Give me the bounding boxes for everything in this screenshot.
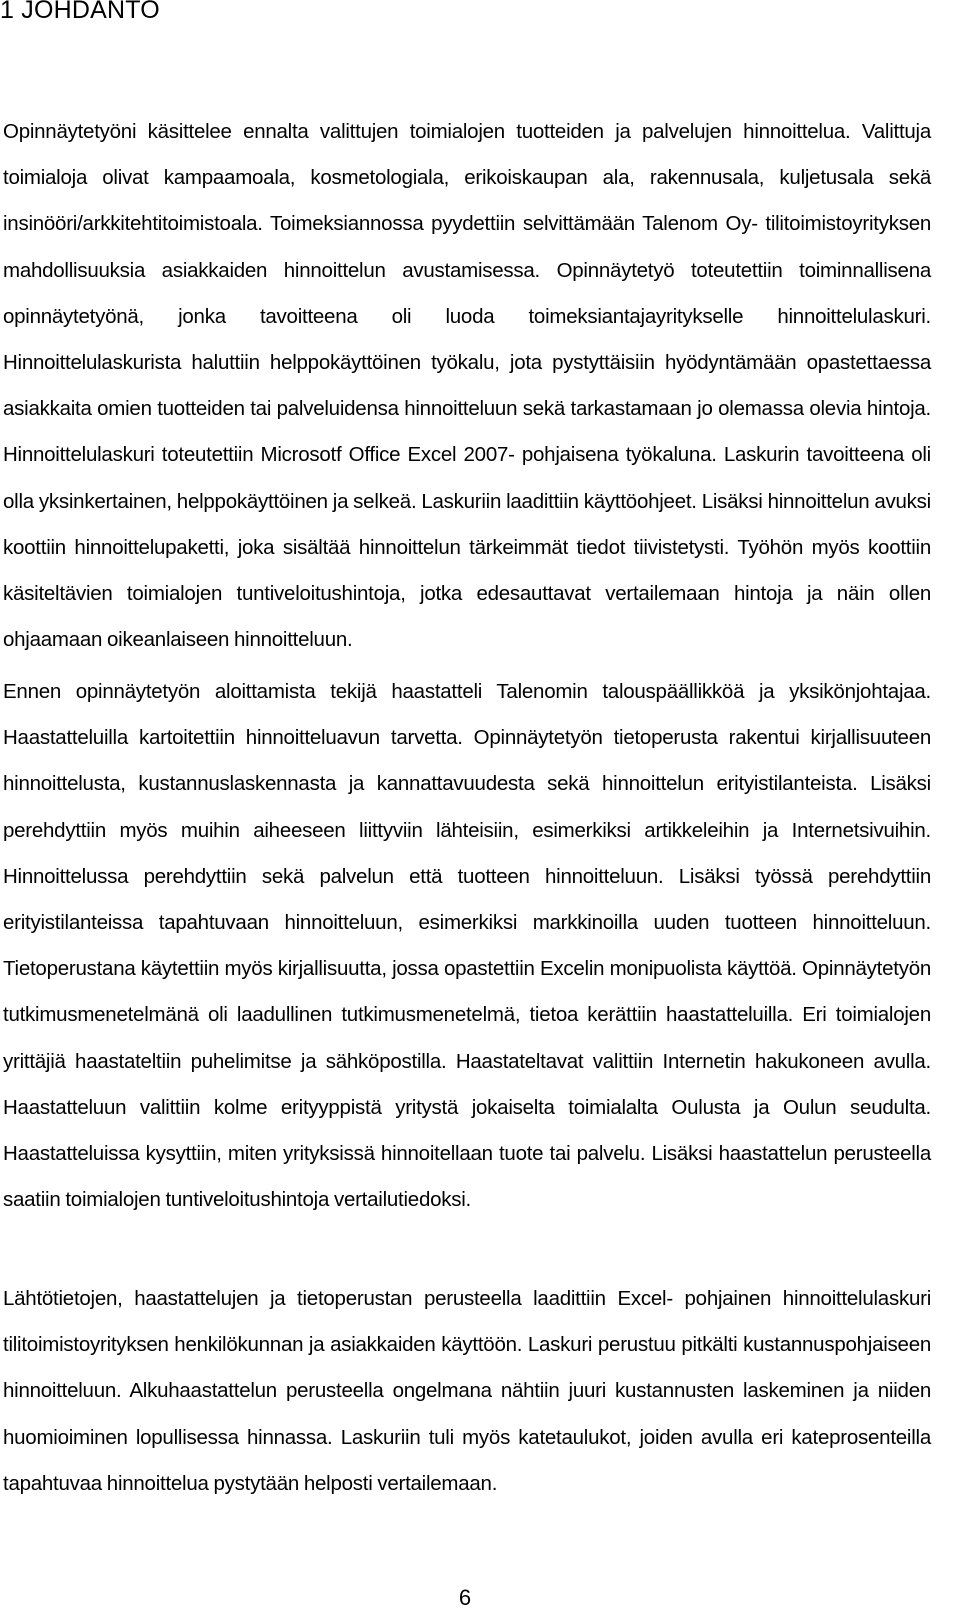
page-number: 6	[458, 1585, 472, 1610]
paragraph-methods: Ennen opinnäytetyön aloittamista tekijä haastatteli Talenomin talouspäällikköä ja yksikönjohtajaa. Haastatteluilla kartoitettiin hinnoitteluavun tarvetta. Opinnäytetyön tietoperusta rakentui kirjallisuuteen hinnoittelusta, kustannuslaskennasta ja kannattavuudesta sekä hinnoittelun erityistilanteista. Lisäksi perehdyttiin myös muihin aiheeseen liittyviin lähteisiin, esimerkiksi artikkeleihin ja Internetsivuihin. Hinnoittelussa perehdyttiin sekä palvelun että tuotteen hinnoitteluun. Lisäksi työssä perehdyttiin erityistilanteissa tapahtuvaan hinnoitteluun, esimerkiksi markkinoilla uuden tuotteen hinnoitteluun. Tietoperustana käytettiin myös kirjallisuutta, jossa opastettiin Excelin monipuolista käyttöä. Opinnäytetyön tutkimusmenetelmänä oli laadullinen tutkimusmenetelmä, tietoa kerättiin haastatteluilla. Eri toimialojen yrittäjiä haastateltiin puhelimitse ja sähköpostilla. Haastateltavat valittiin Internetin hakukoneen avulla. Haastatteluun valittiin kolme erityyppistä yritystä jokaiselta toimialalta Oulusta ja Oulun seudulta. Haastatteluissa kysyttiin, miten yrityksissä hinnoitellaan tuote tai palvelu. Lisäksi haastattelun perusteella saatiin toimialojen tuntiveloitushintoja vertailutiedoksi.	[3, 680, 931, 1212]
paragraph-introduction: Opinnäytetyöni käsittelee ennalta valittujen toimialojen tuotteiden ja palvelujen hinnoittelua. Valittuja toimialoja olivat kampaamoala, kosmetologiala, erikoiskaupan ala, rakennusala, kuljetusala sekä insinööri/arkkitehtitoimistoala. Toimeksiannossa pyydettiin selvittämään Talenom Oy- tilitoimistoyrityksen mahdollisuuksia asiakkaiden hinnoittelun avustamisessa. Opinnäytetyö toteutettiin toiminnallisena opinnäytetyönä, jonka tavoitteena oli luoda toimeksiantajayritykselle hinnoittelulaskuri. Hinnoittelulaskurista haluttiin helppokäyttöinen työkalu, jota pystyttäisiin hyödyntämään opastettaessa asiakkaita omien tuotteiden tai palveluidensa hinnoitteluun sekä tarkastamaan jo olemassa olevia hintoja. Hinnoittelulaskuri toteutettiin Microsotf Office Excel 2007- pohjaisena työkaluna. Laskurin tavoitteena oli olla yksinkertainen, helppokäyttöinen ja selkeä. Laskuriin laadittiin käyttöohjeet. Lisäksi hinnoittelun avuksi koottiin hinnoittelupaketti, joka sisältää hinnoittelun tärkeimmät tiedot tiivistetysti. Työhön myös koottiin käsiteltävien toimialojen tuntiveloitushintoja, jotka edesauttavat vertailemaan hintoja ja näin ollen ohjaamaan oikeanlaiseen hinnoitteluun.	[3, 120, 931, 652]
section-heading: 1 JOHDANTO	[0, 0, 160, 24]
paragraph-results: Lähtötietojen, haastattelujen ja tietoperustan perusteella laadittiin Excel- pohjainen hinnoittelulaskuri tilitoimistoyrityksen henkilökunnan ja asiakkaiden käyttöön. Laskuri perustuu pitkälti kustannuspohjaiseen hinnoitteluun. Alkuhaastattelun perusteella ongelmana nähtiin juuri kustannusten laskeminen ja niiden huomioiminen lopullisessa hinnassa. Laskuriin tuli myös katetaulukot, joiden avulla eri kateprosenteilla tapahtuvaa hinnoittelua pystytään helposti vertailemaan.	[3, 1287, 931, 1495]
